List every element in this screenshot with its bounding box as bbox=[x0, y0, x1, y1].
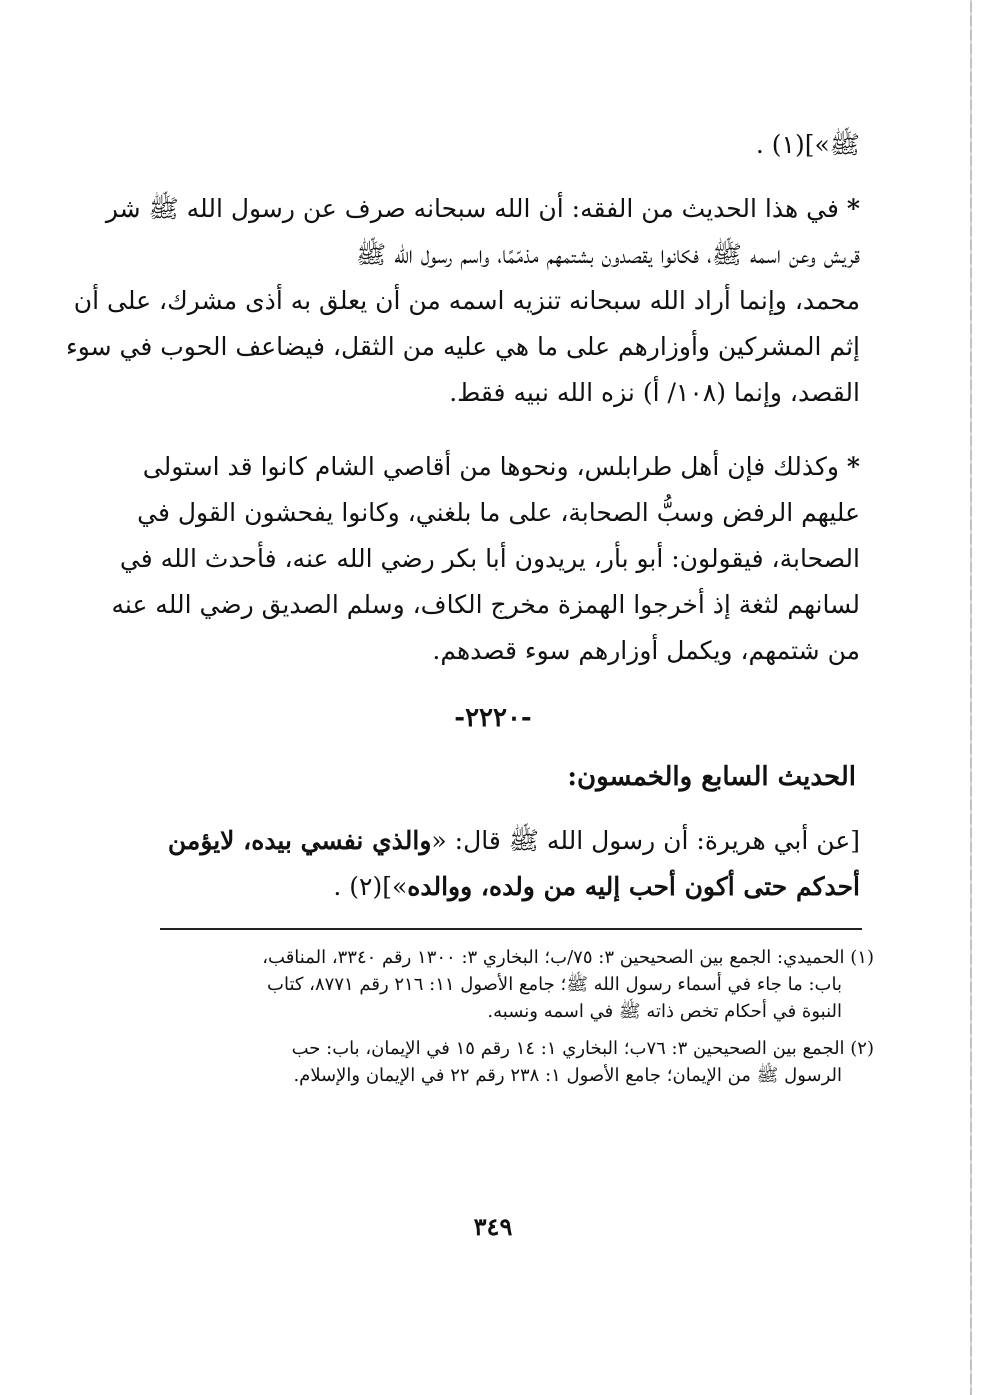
star-marker-icon: * bbox=[846, 194, 860, 223]
paragraph-1-line-3: محمد، وإنما أراد الله سبحانه تنزيه اسمه من أن يعلق به أذى مشرك، على أن bbox=[73, 286, 860, 315]
paragraph-1-line-5: القصد، وإنما (١٠٨/ أ) نزه الله نبيه فقط. bbox=[449, 378, 860, 407]
footnote-1-line-3: النبوة في أحكام تخص ذاته ﷺ في اسمه ونسبه. bbox=[487, 1001, 842, 1022]
footnotes bbox=[160, 944, 874, 1089]
footnote-1 bbox=[160, 944, 874, 1025]
hadith-matn-start: والذي نفسي بيده، لايؤمن bbox=[167, 826, 432, 855]
hadith-matn-end: أحدكم حتى أكون أحب إليه من ولده، ووالده bbox=[407, 872, 860, 901]
paragraph-2 bbox=[111, 444, 860, 674]
hadith-line-2 bbox=[160, 864, 860, 910]
continuation-line bbox=[160, 122, 860, 168]
paragraph-2-line-5: من شتمهم، ويكمل أوزارهم سوء قصدهم. bbox=[432, 636, 860, 665]
continuation-text: ﷺ»](١) . bbox=[755, 130, 860, 159]
hadith-chain: [عن أبي هريرة: أن رسول الله ﷺ قال: « bbox=[431, 826, 860, 855]
paragraph-1-line-4: إثم المشركين وأوزارهم على ما هي عليه من الثقل، فيضاعف الحوب في سوء bbox=[65, 332, 860, 361]
hadith-line-1 bbox=[160, 818, 860, 864]
star-marker-icon: * bbox=[846, 452, 860, 481]
paragraph-2-line-1: *وكذلك فإن أهل طرابلس، ونحوها من أقاصي الشام كانوا قد استولى bbox=[142, 452, 860, 481]
paragraph-1 bbox=[65, 186, 860, 416]
page-number: ٣٤٩ bbox=[473, 1212, 513, 1241]
hadith-closing: »](٢) . bbox=[333, 872, 408, 901]
footnote-1-line-2: باب: ما جاء في أسماء رسول الله ﷺ؛ جامع الأصول ١١: ٢١٦ رقم ٨٧٧١، كتاب bbox=[267, 974, 842, 995]
hadith-text bbox=[160, 818, 860, 910]
paragraph-2-line-3: الصحابة، فيقولون: أبو بأر، يريدون أبا بكر رضي الله عنه، فأحدث الله في bbox=[119, 544, 860, 573]
section-title: الحديث السابع والخمسون: bbox=[567, 762, 856, 792]
footnote-2-line-2: الرسول ﷺ من الإيمان؛ جامع الأصول ١: ٢٣٨ رقم ٢٢ في الإيمان والإسلام. bbox=[293, 1065, 842, 1086]
paragraph-1-line-2: قريش وعن اسمه ﷺ، فكانوا يقصدون بشتمهم مذمّمًا، واسم رسول الله ﷺ bbox=[356, 240, 860, 269]
footnote-divider bbox=[160, 928, 862, 930]
paragraph-2-line-4: لسانهم لثغة إذ أخرجوا الهمزة مخرج الكاف، وسلم الصديق رضي الله عنه bbox=[111, 590, 860, 619]
hadith-number: -٢٢٢٠- bbox=[454, 703, 532, 733]
footnote-2-line-1: (٢) الجمع بين الصحيحين ٣: ٧٦ب؛ البخاري ١: ١٤ رقم ١٥ في الإيمان، باب: حب bbox=[291, 1038, 874, 1059]
paragraph-2-line-2: عليهم الرفض وسبُّ الصحابة، على ما بلغني، وكانوا يفحشون القول في bbox=[137, 498, 860, 527]
footnote-2 bbox=[160, 1035, 874, 1089]
footnote-1-line-1: (١) الحميدي: الجمع بين الصحيحين ٣: ٧٥/ب؛ البخاري ٣: ١٣٠٠ رقم ٣٣٤٠، المناقب، bbox=[262, 947, 874, 968]
margin-dotted-line bbox=[970, 0, 972, 1395]
paragraph-1-line-1: *في هذا الحديث من الفقه: أن الله سبحانه صرف عن رسول الله ﷺ شر bbox=[105, 194, 860, 223]
